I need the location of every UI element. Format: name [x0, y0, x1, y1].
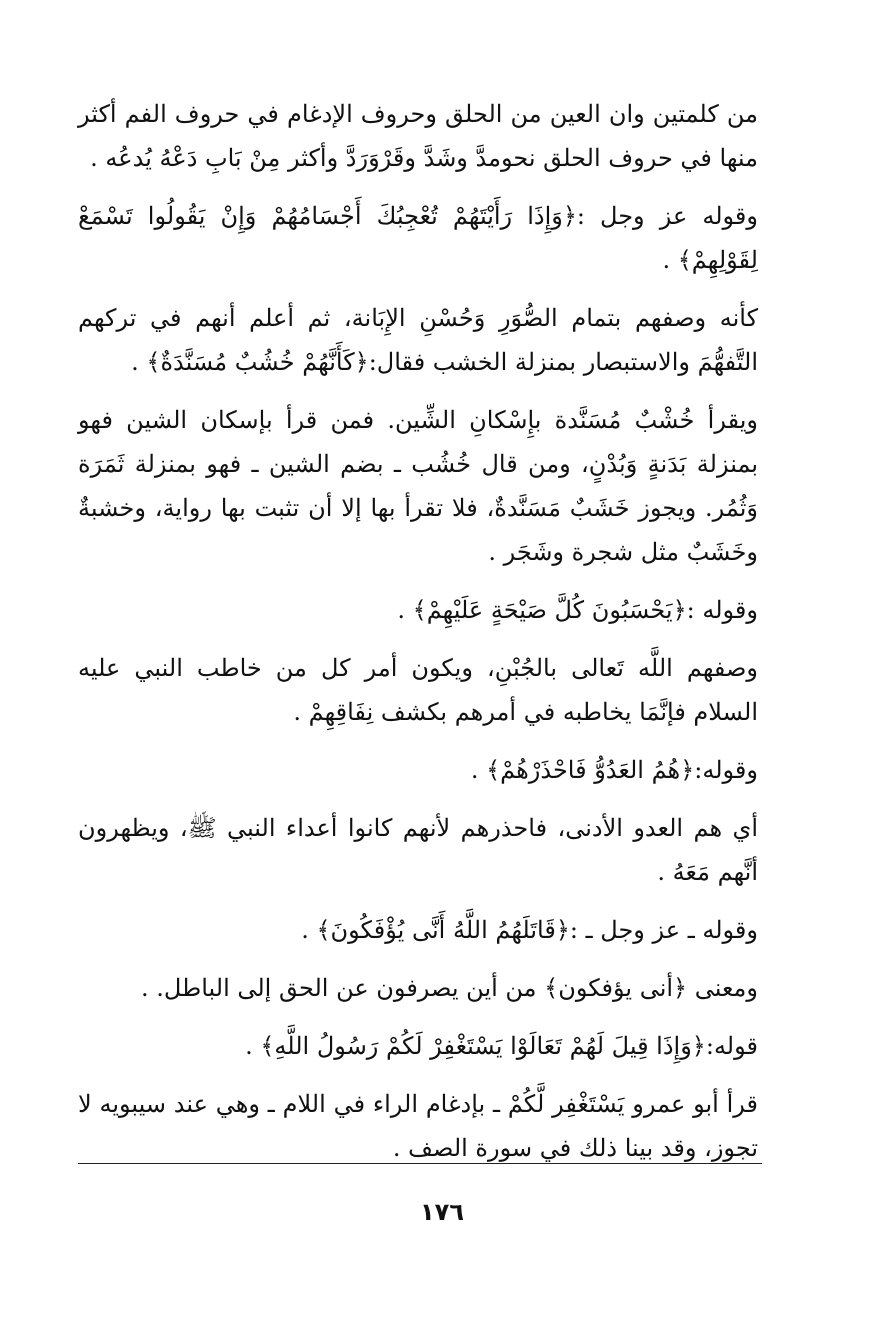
- paragraph-verse-aduww: وقوله:﴿هُمُ العَدُوُّ فَاحْذَرْهُمْ﴾ .: [470, 756, 758, 784]
- paragraph-verse-sayha: وقوله :﴿يَحْسَبُونَ كُلَّ صَيْحَةٍ عَلَيْهِمْ﴾ .: [397, 596, 758, 624]
- page-body: [78, 92, 758, 1184]
- paragraph-aduww-explanation: أي هم العدو الأدنى، فاحذرهم لأنهم كانوا أعداء النبي ﷺ، ويظهرون أنَّهم مَعَهُ .: [78, 814, 758, 886]
- paragraph-khushub-description: كأنه وصفهم بتمام الصُّوَرِ وَحُسْنِ الإِبَانة، ثم أعلم أنهم في تركهم التَّفهُّمَ والاستبصار بمنزلة الخشب فقال:﴿كَأَنَّهُمْ خُشُبٌ مُسَنَّدَةٌ﴾ .: [78, 304, 758, 376]
- footer-divider: [78, 1163, 762, 1164]
- paragraph-khushub-readings: ويقرأ خُشْبٌ مُسَنَّدة بإِسْكانِ الشِّين. فمن قرأ بإسكان الشين فهو بمنزلة بَدَنةٍ وَبُدْنٍ، ومن قال خُشُب ـ بضم الشين ـ فهو بمنزلة ثَمَرَة وَثُمُر. ويجوز خَشَبٌ مَسَنَّدةٌ، فلا تقرأ بها إلا أن تثبت بها رواية، وخشبةٌ وخَشَبٌ مثل شجرة وشَجَر .: [78, 406, 758, 566]
- page-number: ١٧٦: [420, 1198, 464, 1226]
- paragraph-verse-qatalahum: وقوله ـ عز وجل ـ :﴿قَاتَلَهُمُ اللَّهُ أَنَّى يُؤْفَكُونَ﴾ .: [301, 916, 758, 944]
- paragraph-verse-yastaghfir: قوله:﴿وَإِذَا قِيلَ لَهُمْ تَعَالَوْا يَسْتَغْفِرْ لَكُمْ رَسُولُ اللَّهِ﴾ .: [245, 1032, 758, 1060]
- paragraph-abu-amr-reading: قرأ أبو عمرو يَسْتَغْفِر لَّكُمْ ـ بإدغام الراء في اللام ـ وهي عند سيبويه لا تجوز، وقد بينا ذلك في سورة الصف .: [78, 1090, 758, 1162]
- paragraph-jubn: وصفهم اللَّه تَعالى بالجُبْنِ، ويكون أمر كل من خاطب النبي عليه السلام فإنَّمَا يخاطبه في أمرهم بكشف نِفَاقِهِمْ .: [78, 654, 758, 726]
- paragraph-yufakun-meaning: ومعنى ﴿أنى يؤفكون﴾ من أين يصرفون عن الحق إلى الباطل. .: [141, 974, 758, 1002]
- paragraph-idgham: من كلمتين وان العين من الحلق وحروف الإدغام في حروف الفم أكثر منها في حروف الحلق نحومدَّ وشَدَّ وقَرْوَرَدَّ وأكثر مِنْ بَابِ دَعْهُ يُدعُه .: [78, 100, 758, 172]
- paragraph-verse-ajsamuhum: وقوله عز وجل :﴿وَإِذَا رَأَيْتَهُمْ تُعْجِبُكَ أَجْسَامُهُمْ وَإِنْ يَقُولُوا تَسْمَعْ لِقَوْلِهِمْ﴾ .: [78, 202, 758, 274]
